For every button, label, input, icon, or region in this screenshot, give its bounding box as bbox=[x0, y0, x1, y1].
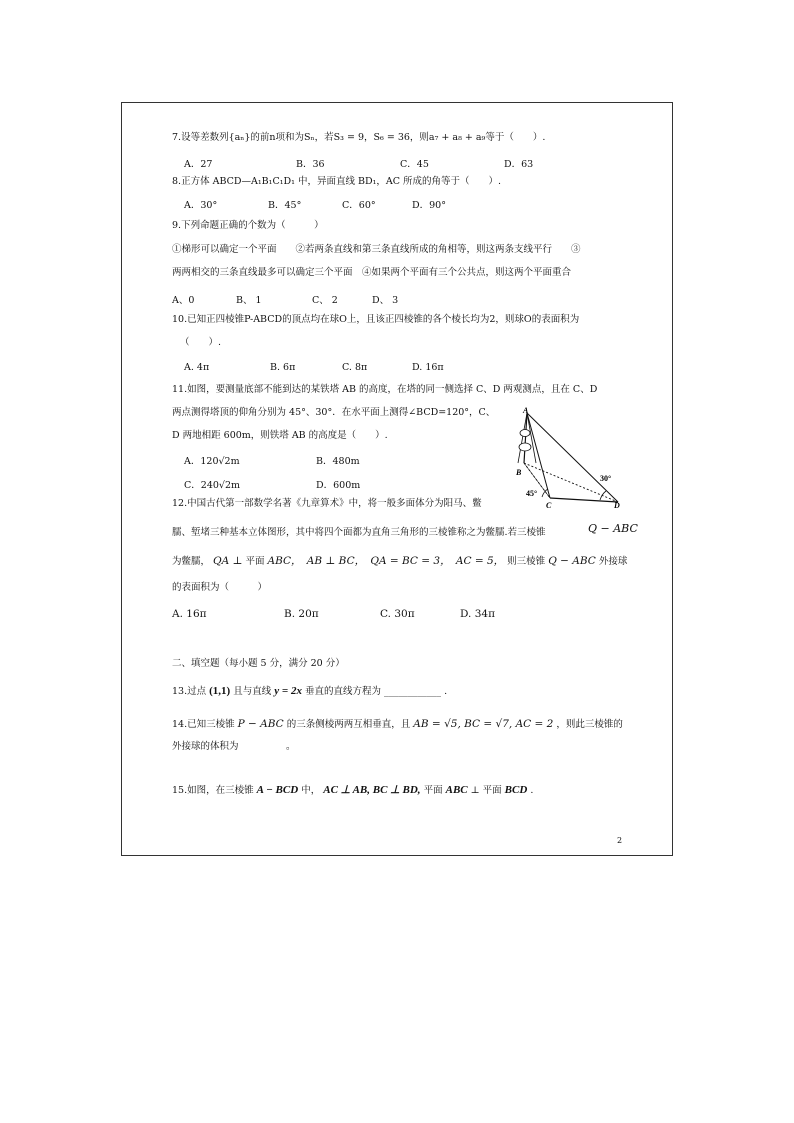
tower-figure bbox=[508, 405, 626, 509]
q14-mid: 的三条侧棱两两互相垂直，且 bbox=[286, 719, 411, 730]
q12-line2-row bbox=[172, 528, 546, 538]
q9-line2: 两两相交的三条直线最多可以确定三个平面 ④如果两个平面有三个公共点，则这两个平面重合 bbox=[172, 267, 572, 278]
q14-cond: AB = √5, BC = √7, AC = 2 bbox=[413, 718, 554, 730]
q13-point: (1,1) bbox=[209, 685, 231, 697]
q13-line: y = 2x bbox=[274, 685, 302, 697]
q9-stem: 9.下列命题正确的个数为（ ） bbox=[172, 220, 324, 231]
q13-mid: 且与直线 bbox=[233, 686, 272, 697]
q10-option-b: B. 6π bbox=[270, 362, 296, 373]
label-30-deg: 30° bbox=[600, 474, 612, 483]
q12-line3-row bbox=[172, 556, 627, 568]
label-45-deg: 45° bbox=[526, 489, 538, 498]
q15-row bbox=[172, 784, 533, 796]
q9-option-d: D、 3 bbox=[372, 295, 399, 306]
q12-line3c: 平面 bbox=[245, 556, 265, 567]
q11-line2: 两点测得塔顶的仰角分别为 45°、30°．在水平面上测得∠BCD=120°，C、 bbox=[172, 407, 496, 418]
angle-arc-45 bbox=[542, 489, 548, 497]
q12-line4: 的表面积为（ ） bbox=[172, 582, 268, 593]
q12-line3e: 则三棱锥 bbox=[507, 556, 546, 567]
q9-line1: ①梯形可以确定一个平面 ②若两条直线和第三条直线所成的角相等，则这两条支线平行 ③ bbox=[172, 244, 581, 255]
q15-cond: AC ⊥ AB, BC ⊥ BD, bbox=[323, 784, 421, 796]
q11-option-a: A．120√2m bbox=[184, 456, 240, 467]
q7-option-d: D．63 bbox=[504, 159, 534, 170]
tower-disc-upper bbox=[520, 430, 530, 437]
q12-option-c: C. 30π bbox=[380, 608, 415, 620]
q14-row bbox=[172, 719, 623, 731]
section2-title: 二、填空题（每小题 5 分，满分 20 分） bbox=[172, 658, 345, 669]
q15-end: . bbox=[530, 785, 534, 796]
q14-tetra: P − ABC bbox=[237, 718, 284, 730]
q11-option-c: C．240√2m bbox=[184, 480, 241, 491]
q13-blank: ____________ bbox=[384, 686, 442, 697]
q14-post: ，则此三棱锥的 bbox=[556, 719, 623, 730]
q12-option-d: D. 34π bbox=[460, 608, 495, 620]
q7-option-c: C．45 bbox=[400, 159, 429, 170]
q15-perp: ⊥ 平面 bbox=[470, 785, 502, 796]
q13-end: . bbox=[444, 686, 448, 697]
q15-pre: 15.如图，在三棱锥 bbox=[172, 785, 254, 796]
q9-option-b: B、 1 bbox=[236, 295, 262, 306]
line-ac bbox=[527, 413, 550, 498]
q13-pre: 13.过点 bbox=[172, 686, 207, 697]
q7-stem: 7.设等差数列{aₙ}的前n项和为Sₙ，若S₃ = 9，S₆ = 36，则a₇ + a₈ + a₉等于（ ）. bbox=[172, 132, 546, 143]
q12-line1: 12.中国古代第一部数学名著《九章算术》中，将一般多面体分为阳马、鳖 bbox=[172, 498, 482, 509]
q10-stem2: （ ）. bbox=[180, 337, 222, 348]
q12-line3a: 为鳖臑， bbox=[172, 556, 211, 567]
q10-stem: 10.已知正四棱锥P-ABCD的顶点均在球O上，且该正四棱锥的各个棱长均为2，则球O的表面积为 bbox=[172, 314, 580, 325]
q8-option-d: D．90° bbox=[412, 200, 446, 211]
q13-post: 垂直的直线方程为 bbox=[304, 686, 381, 697]
q8-option-b: B．45° bbox=[268, 200, 302, 211]
q12-option-b: B. 20π bbox=[284, 608, 319, 620]
q9-option-c: C、 2 bbox=[312, 295, 338, 306]
q11-line1: 11.如图，要测量底部不能到达的某铁塔 AB 的高度，在塔的同一侧选择 C、D 两观测点，且在 C、D bbox=[172, 384, 598, 395]
label-b: B bbox=[516, 468, 522, 477]
q10-option-d: D. 16π bbox=[412, 362, 444, 373]
q9-option-a: A、0 bbox=[172, 295, 195, 306]
q7-option-a: A．27 bbox=[184, 159, 213, 170]
tower-disc-lower bbox=[519, 443, 531, 451]
q12-line3b: QA ⊥ bbox=[213, 555, 243, 567]
q13-row bbox=[172, 685, 447, 697]
q12-option-a: A. 16π bbox=[172, 608, 207, 620]
line-ad bbox=[527, 413, 618, 502]
q11-option-d: D．600m bbox=[316, 480, 361, 491]
q7-option-b: B．36 bbox=[296, 159, 325, 170]
label-d: D bbox=[614, 501, 620, 509]
q10-option-c: C. 8π bbox=[342, 362, 368, 373]
q14-line2: 外接球的体积为 。 bbox=[172, 741, 296, 752]
q8-option-a: A．30° bbox=[184, 200, 218, 211]
label-c: C bbox=[546, 501, 552, 509]
q12-line3f: Q − ABC bbox=[548, 555, 596, 567]
q15-mid2: 平面 bbox=[423, 785, 443, 796]
line-cd bbox=[550, 498, 618, 502]
q15-plane1: ABC bbox=[445, 784, 468, 796]
q15-tetra: A − BCD bbox=[256, 784, 299, 796]
label-a: A bbox=[523, 406, 529, 415]
q8-option-c: C．60° bbox=[342, 200, 376, 211]
page-number: 2 bbox=[617, 836, 623, 845]
q12-line3g: 外接球 bbox=[598, 556, 628, 567]
q12-line2-math: Q − ABC bbox=[588, 522, 638, 535]
q15-mid: 中， bbox=[301, 785, 321, 796]
q12-line3d: ABC， AB ⊥ BC， QA = BC = 3， AC = 5， bbox=[267, 555, 505, 567]
q11-line3: D 两地相距 600m，则铁塔 AB 的高度是（ ）. bbox=[172, 430, 388, 441]
q10-option-a: A. 4π bbox=[184, 362, 210, 373]
q11-option-b: B．480m bbox=[316, 456, 360, 467]
q8-stem: 8.正方体 ABCD—A₁B₁C₁D₁ 中，异面直线 BD₁，AC 所成的角等于（ ）. bbox=[172, 176, 502, 187]
q15-plane2: BCD bbox=[504, 784, 528, 796]
q14-pre: 14.已知三棱锥 bbox=[172, 719, 235, 730]
q12-line2: 臑、堑堵三种基本立体图形，其中将四个面都为直角三角形的三棱锥称之为鳖臑.若三棱锥 bbox=[172, 527, 546, 538]
